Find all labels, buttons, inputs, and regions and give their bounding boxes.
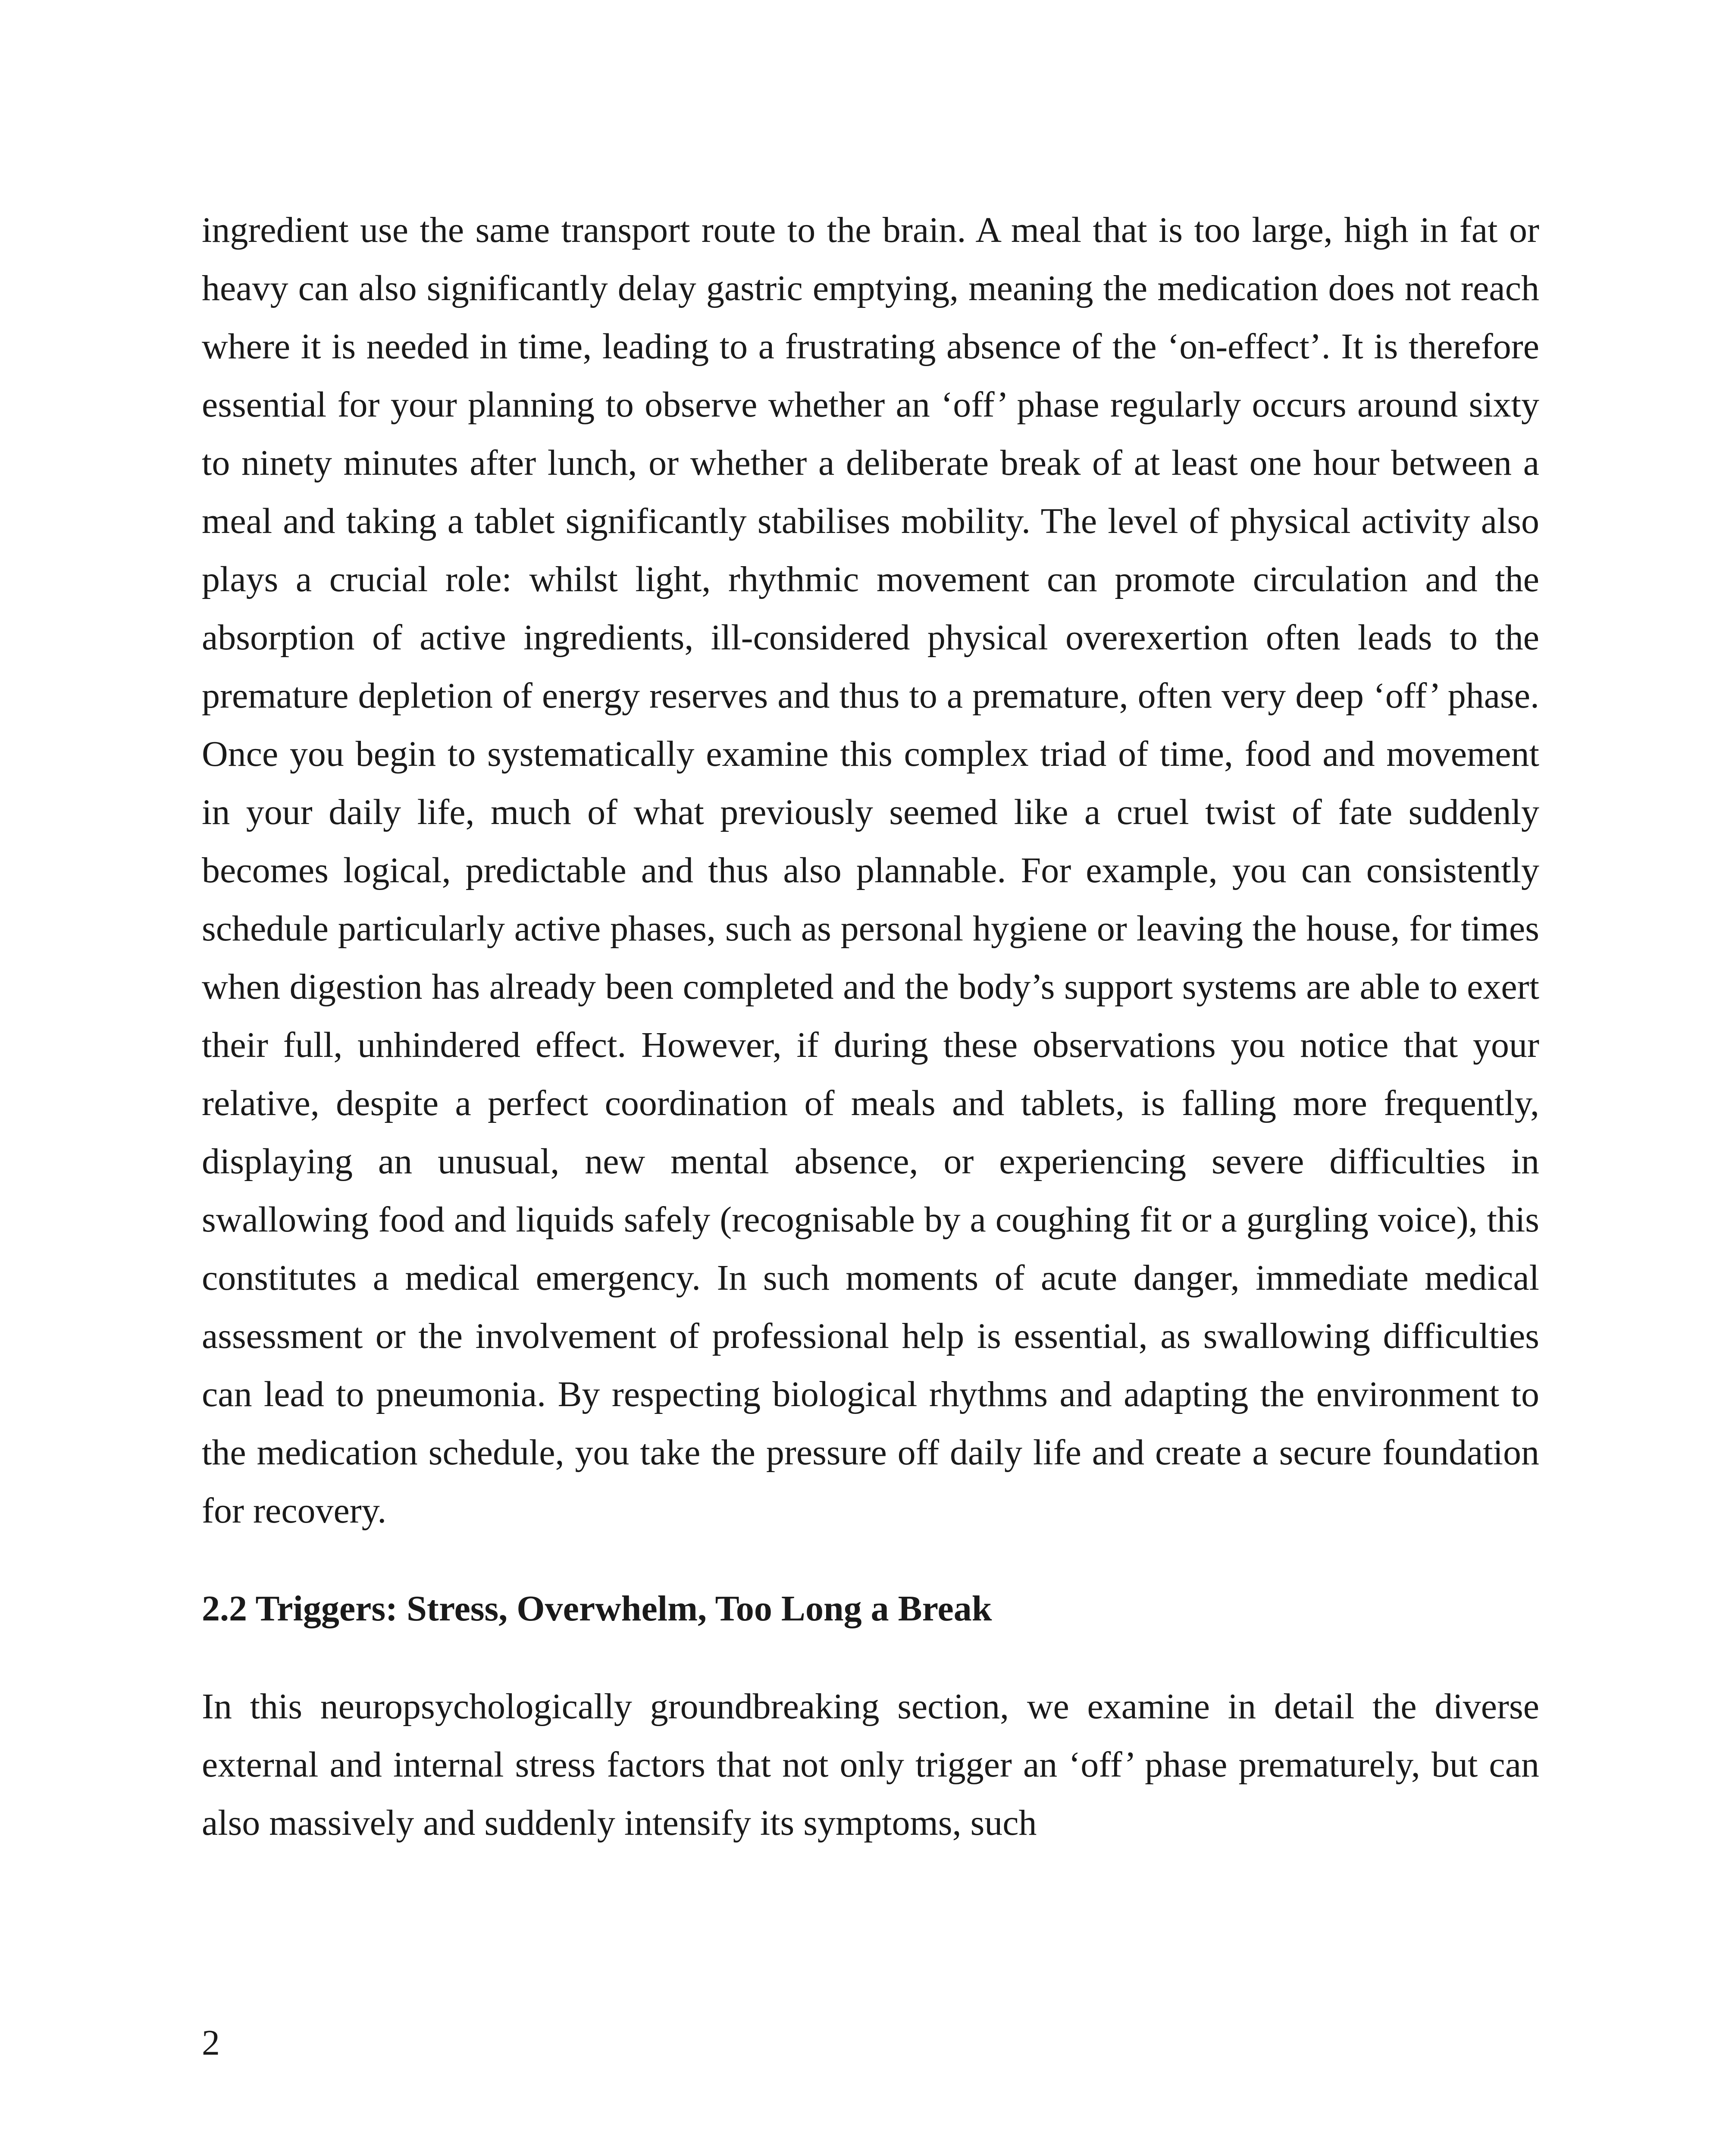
page-body (202, 201, 1539, 1852)
page-number: 2 (202, 2023, 220, 2063)
section-heading: 2.2 Triggers: Stress, Overwhelm, Too Long a Break (202, 1589, 992, 1629)
body-paragraph: In this neuropsychologically groundbreaking section, we examine in detail the diverse external and internal stress factors that not only trigger an ‘off’ phase prematurely, but can also massively and suddenly intensify its symptoms, such (202, 1686, 1539, 1843)
body-paragraph: ingredient use the same transport route to the brain. A meal that is too large, high in fat or heavy can also significantly delay gastric emptying, meaning the medication does not reach where it is needed in time, leading to a frustrating absence of the ‘on-effect’. It is therefore essential for your planning to observe whether an ‘off’ phase regularly occurs around sixty to ninety minutes after lunch, or whether a deliberate break of at least one hour between a meal and taking a tablet significantly stabilises mobility. The level of physical activity also plays a crucial role: whilst light, rhythmic movement can promote circulation and the absorption of active ingredients, ill-considered physical overexertion often leads to the premature depletion of energy reserves and thus to a premature, often very deep ‘off’ phase. Once you begin to systematically examine this complex triad of time, food and movement in your daily life, much of what previously seemed like a cruel twist of fate suddenly becomes logical, predictable and thus also plannable. For example, you can consistently schedule particularly active phases, such as personal hygiene or leaving the house, for times when digestion has already been completed and the body’s support systems are able to exert their full, unhindered effect. However, if during these observations you notice that your relative, despite a perfect coordination of meals and tablets, is falling more frequently, displaying an unusual, new mental absence, or experiencing severe difficulties in swallowing food and liquids safely (recognisable by a coughing fit or a gurgling voice), this constitutes a medical emergency. In such moments of acute danger, immediate medical assessment or the involvement of professional help is essential, as swallowing difficulties can lead to pneumonia. By respecting biological rhythms and adapting the environment to the medication schedule, you take the pressure off daily life and create a secure foundation for recovery. (202, 210, 1539, 1531)
